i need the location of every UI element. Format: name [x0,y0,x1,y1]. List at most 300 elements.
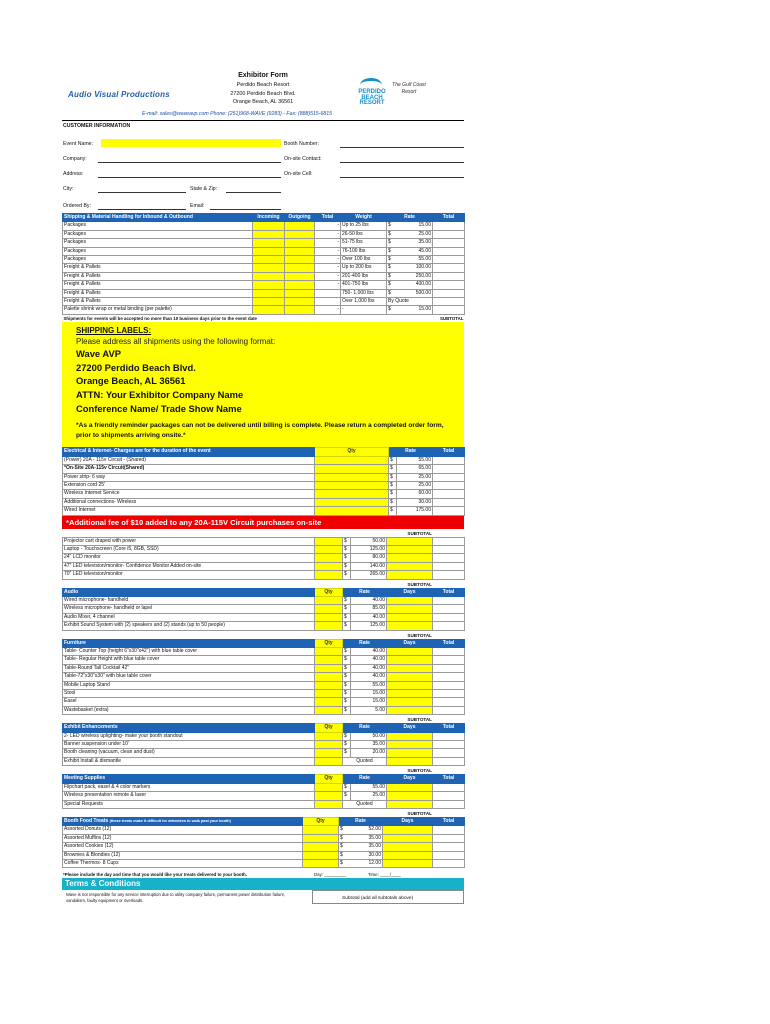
customer-information: CUSTOMER INFORMATION Event Name: Booth Number: Company: On-site Contact: Address: On-site Cell: City: State & Zip: Ordered By: Email: [62,121,464,213]
qty-input[interactable] [315,465,389,473]
treats-row [63,834,465,842]
line-total [433,545,465,553]
item-label: Table- Counter Top (height 6"x30"x42") with blue table cover [63,648,315,656]
shipping-row [63,239,465,247]
item-label: Laptop - Touchscreen (Core i5, 8GB, SSD) [63,545,315,553]
qty-input[interactable] [315,545,343,553]
rate: Quoted [343,757,387,765]
rate: $ 400.00 [388,281,431,288]
days-input[interactable] [387,605,433,613]
item-label: Wireless Internet Service [63,490,315,498]
line-total [433,673,465,681]
section-subtotal: SUBTOTAL [407,530,432,536]
incoming-qty-input[interactable] [253,230,285,238]
line-total [433,656,465,664]
qty-input[interactable] [315,473,389,481]
form-title: Exhibitor Form [238,72,288,79]
line-total [433,664,465,672]
line-total [433,741,465,749]
line-total [433,289,465,297]
incoming-qty-input[interactable] [253,264,285,272]
shipping-header-row: Shipping & Material Handling for Inbound & Outbound Incoming Outgoing Total Weight Rate Total [63,214,465,222]
rate: 65.00 [397,465,433,473]
company-field[interactable] [98,162,281,163]
rate: $ 35.00 [340,834,381,841]
enhancements-row [63,757,465,765]
days-input[interactable] [387,673,433,681]
rate: 40.00 [351,596,387,604]
shipping-labels-heading: SHIPPING LABELS: [76,326,152,336]
item-label: Assorted Muffins (12) [63,834,303,842]
qty-input[interactable] [315,681,343,689]
rate: 125.00 [351,545,387,553]
item-label: Easel [63,698,315,706]
line-total [433,732,465,740]
shipping-note-row: Shipments for events will be accepted no more than 10 business days prior to the event date SUBTOTAL [63,315,464,321]
line-total [433,859,465,867]
rate: 40.00 [351,613,387,621]
rate: $ 12.00 [340,859,381,866]
qty-input[interactable] [303,851,339,859]
item-label: 70" LED television/monitor [63,571,315,579]
item-label: *On-Site 20A-115v Circuit(Shared) [63,465,315,473]
electrical-row [63,481,465,489]
onsite-contact-field[interactable] [340,162,464,163]
treats-note: *Please include the day and time that you would like your treats delivered to your booth. Day: _________ Time: ____/____ [63,872,401,878]
qty-input[interactable] [315,596,343,604]
incoming-qty-input[interactable] [253,281,285,289]
days-input[interactable] [387,537,433,545]
item-label: Packages [63,256,253,264]
qty-input[interactable] [315,656,343,664]
currency: $ [343,656,351,664]
treats-row [63,826,465,834]
address-line: Conference Name/ Trade Show Name [76,402,242,414]
qty-input[interactable] [315,783,343,791]
item-label: Stool [63,690,315,698]
furniture-row [63,690,465,698]
line-total [433,698,465,706]
item-label: Wireless presentation remote & laser [63,792,315,800]
meeting-row [63,783,465,791]
enhancements-row [63,732,465,740]
rate: 55.00 [351,681,387,689]
qty-input[interactable] [303,826,339,834]
rate: 40.00 [351,656,387,664]
days-input[interactable] [387,800,433,808]
line-total [433,792,465,800]
item-label: Special Requests [63,800,315,808]
qty-input[interactable] [315,690,343,698]
item-label: Freight & Pallets [63,264,253,272]
electrical-row [63,456,465,464]
qty-input[interactable] [315,622,343,630]
rate: 40.00 [351,648,387,656]
rate: 80.00 [351,554,387,562]
rate: 55.00 [351,783,387,791]
rate: 85.00 [351,605,387,613]
item-label: Assorted Cookies (12) [63,843,303,851]
days-input[interactable] [387,749,433,757]
email-field[interactable] [210,209,281,210]
row-total: - [315,256,341,264]
currency: $ [343,732,351,740]
incoming-qty-input[interactable] [253,289,285,297]
shipping-table [62,213,465,322]
row-total: - [315,230,341,238]
onsite-fee-banner: *Additional fee of $10 added to any 20A-115V Circuit purchases on-site [62,516,464,529]
line-total [433,851,465,859]
outgoing-qty-input[interactable] [285,256,315,264]
days-input[interactable] [383,843,433,851]
currency: $ [343,648,351,656]
item-label: Audio Mixer, 4 channel [63,613,315,621]
qty-input[interactable] [303,859,339,867]
weight-range: Over 1,000 lbs [341,298,387,306]
line-total [433,498,465,506]
weight-range: 76-100 lbs [341,247,387,255]
qty-input[interactable] [315,664,343,672]
delivery-reminder: *As a friendly reminder packages can not be delivered until billing is complete. Please return a completed order form, prior to shipments arriving onsite.* [76,422,444,440]
line-total [433,826,465,834]
shipping-row [63,230,465,238]
weight-range: 401-750 lbs [341,281,387,289]
currency: $ [343,562,351,570]
incoming-qty-input[interactable] [253,222,285,230]
incoming-qty-input[interactable] [253,239,285,247]
video-row [63,537,465,545]
outgoing-qty-input[interactable] [285,272,315,280]
days-input[interactable] [387,698,433,706]
line-total [433,571,465,579]
days-input[interactable] [387,706,433,714]
item-label: Table-72"x30"x30" with blue table cover [63,673,315,681]
address-line: ATTN: Your Exhibitor Company Name [76,389,244,401]
item-label: Power strip- 6 way [63,473,315,481]
qty-input[interactable] [315,498,389,506]
electrical-row [63,490,465,498]
rate: 5.00 [351,706,387,714]
address-line: Orange Beach, AL 36561 [76,375,186,387]
line-total [433,456,465,464]
row-total: - [315,306,341,314]
days-input[interactable] [387,545,433,553]
days-input[interactable] [387,622,433,630]
days-input[interactable] [387,596,433,604]
line-total [433,272,465,280]
days-input[interactable] [387,664,433,672]
booth-number-field[interactable] [340,147,464,148]
item-label: Projector cart draped with power [63,537,315,545]
city-field[interactable] [98,192,186,193]
hotel-city: Orange Beach, AL 36561 [232,99,294,106]
line-total [433,562,465,570]
incoming-qty-input[interactable] [253,306,285,314]
item-label: Coffee Thermos- 8 Cups [63,859,303,867]
audio-row [63,596,465,604]
state-zip-field[interactable] [226,192,281,193]
days-input[interactable] [387,562,433,570]
qty-input[interactable] [303,843,339,851]
weight-range: 26-50 lbs [341,230,387,238]
line-total [433,465,465,473]
line-total [433,648,465,656]
currency: $ [389,465,397,473]
video-row [63,562,465,570]
enhancements-row [63,749,465,757]
furniture-row [63,681,465,689]
row-total: - [315,281,341,289]
days-input[interactable] [387,690,433,698]
electrical-header-row: Electrical & Internet- Charges are for the duration of the event Qty Rate Total [63,448,465,456]
rate: 25.00 [397,481,433,489]
line-total [433,507,465,515]
terms-heading: Terms & Conditions [62,878,464,890]
delivery-time-field[interactable]: Time: ____/____ [368,872,401,878]
incoming-qty-input[interactable] [253,256,285,264]
qty-input[interactable] [315,757,343,765]
outgoing-qty-input[interactable] [285,239,315,247]
meeting-row [63,792,465,800]
rate: $ 250.00 [388,272,431,279]
currency: $ [343,622,351,630]
item-label: Palette shrink wrap or metal binding (per palette) [63,306,253,314]
currency: $ [389,473,397,481]
rate: 60.00 [397,490,433,498]
item-label: Freight & Pallets [63,281,253,289]
line-total [433,605,465,613]
electrical-table [62,447,465,515]
currency: $ [343,706,351,714]
rate: $ 100.00 [388,264,431,271]
item-label: Banner suspension under 10' [63,741,315,749]
row-total: - [315,222,341,230]
item-label: Table-Round Tall Cocktail 42" [63,664,315,672]
days-input[interactable] [387,757,433,765]
item-label: Extension cord 25' [63,481,315,489]
rate: $ 35.00 [388,239,431,246]
days-input[interactable] [387,792,433,800]
rate: 25.00 [351,792,387,800]
days-input[interactable] [383,859,433,867]
days-input[interactable] [387,681,433,689]
rate: 175.00 [397,507,433,515]
item-label: Brownies & Blondies (12) [63,851,303,859]
days-input[interactable] [383,851,433,859]
meeting-header-row: Meeting Supplies Qty Rate Days Total [63,775,465,783]
incoming-qty-input[interactable] [253,272,285,280]
currency: $ [343,698,351,706]
rate: 35.00 [351,741,387,749]
rate: 125.00 [351,622,387,630]
qty-input[interactable] [315,562,343,570]
days-input[interactable] [387,613,433,621]
address-field[interactable] [98,177,281,178]
section-subtotal: SUBTOTAL [407,581,432,587]
outgoing-qty-input[interactable] [285,230,315,238]
currency: $ [343,605,351,613]
line-total [433,481,465,489]
item-label: Freight & Pallets [63,298,253,306]
outgoing-qty-input[interactable] [285,247,315,255]
days-input[interactable] [387,648,433,656]
qty-input[interactable] [315,706,343,714]
furniture-header-row: Furniture Qty Rate Days Total [63,639,465,647]
qty-input[interactable] [315,673,343,681]
audio-row [63,605,465,613]
form-header [62,70,464,120]
currency: $ [343,741,351,749]
hotel-street: 27200 Perdido Beach Blvd. [230,90,296,97]
outgoing-qty-input[interactable] [285,298,315,306]
shipping-row [63,247,465,255]
days-input[interactable] [387,741,433,749]
qty-input[interactable] [303,834,339,842]
line-total [433,613,465,621]
line-total [433,298,465,306]
hotel-name: Perdido Beach Resort [236,82,290,88]
line-total [433,537,465,545]
line-total [433,473,465,481]
treats-row [63,859,465,867]
qty-input[interactable] [315,481,389,489]
enhancements-row [63,741,465,749]
qty-input[interactable] [315,507,389,515]
rate: 40.00 [351,673,387,681]
outgoing-qty-input[interactable] [285,264,315,272]
qty-input[interactable] [315,792,343,800]
rate: 50.00 [351,732,387,740]
currency: $ [343,596,351,604]
line-total [433,596,465,604]
event-name-field[interactable] [101,139,281,147]
line-total [433,681,465,689]
item-label: Wastebasket (extra) [63,706,315,714]
audio-table [62,588,465,631]
terms-text: Wave is not responsible for any service interruption due to utility company failure, permanent power distribution failure, vandalism, faulty equipment or overloads. [66,892,286,904]
electrical-row [63,473,465,481]
item-label: Additional connections- Wireless [63,498,315,506]
item-label: Exhibit Install & dismantle [63,757,315,765]
row-total: - [315,264,341,272]
onsite-cell-field[interactable] [340,177,464,178]
treats-header-row: Booth Food Treats (these treats make it difficult for attendees to walk past your booth) Qty Rate Days Total [63,817,465,825]
treats-row [63,851,465,859]
qty-input[interactable] [315,698,343,706]
days-input[interactable] [387,732,433,740]
line-total [433,264,465,272]
item-label: Freight & Pallets [63,289,253,297]
days-input[interactable] [387,783,433,791]
grand-subtotal-label: Subtotal (add all subtotals above) [342,896,414,902]
currency: $ [343,749,351,757]
line-total [433,757,465,765]
wave-avp-logo: Audio Visual Productions [68,90,170,99]
incoming-qty-input[interactable] [253,247,285,255]
qty-input[interactable] [315,648,343,656]
days-input[interactable] [383,834,433,842]
days-input[interactable] [387,656,433,664]
outgoing-qty-input[interactable] [285,281,315,289]
currency: $ [389,498,397,506]
qty-input[interactable] [315,571,343,579]
item-label: Assorted Donuts (12) [63,826,303,834]
ordered-by-field[interactable] [98,209,186,210]
qty-input[interactable] [315,800,343,808]
weight-range: - [341,306,387,314]
item-label: Wired microphone- handheld [63,596,315,604]
line-total [433,834,465,842]
weight-range: 201-400 lbs [341,272,387,280]
row-total: - [315,247,341,255]
qty-input[interactable] [315,537,343,545]
item-label: Packages [63,230,253,238]
rate: 25.00 [397,473,433,481]
outgoing-qty-input[interactable] [285,289,315,297]
days-input[interactable] [387,571,433,579]
treats-row [63,843,465,851]
qty-input[interactable] [315,613,343,621]
rate: $ 25.00 [388,230,431,237]
outgoing-qty-input[interactable] [285,306,315,314]
rate: $ 30.00 [340,851,381,858]
qty-input[interactable] [315,749,343,757]
outgoing-qty-input[interactable] [285,222,315,230]
rate: 55.00 [397,456,433,464]
qty-input[interactable] [315,741,343,749]
rate: 30.00 [397,498,433,506]
qty-input[interactable] [315,605,343,613]
furniture-row [63,664,465,672]
row-total [315,298,341,306]
delivery-day-field[interactable]: Day: _________ [314,872,347,878]
qty-input[interactable] [315,554,343,562]
rate: $ 52.00 [340,826,381,833]
shipping-row [63,264,465,272]
rate: 265.00 [351,571,387,579]
section-subtotal: SUBTOTAL [407,632,432,638]
item-label: Table- Regular Height with blue table cover [63,656,315,664]
qty-input[interactable] [315,456,389,464]
line-total [433,800,465,808]
line-total [433,281,465,289]
line-total [433,622,465,630]
section-subtotal: SUBTOTAL [407,810,432,816]
rate: $ 45.00 [388,247,431,254]
qty-input[interactable] [315,732,343,740]
shipping-labels-instruction: Please address all shipments using the following format: [76,337,276,347]
electrical-row [63,507,465,515]
line-total [433,306,465,314]
electrical-row [63,498,465,506]
currency: $ [343,571,351,579]
item-label: 24" LCD monitor [63,554,315,562]
video-row [63,554,465,562]
item-label: Mobile Laptop Stand [63,681,315,689]
qty-input[interactable] [315,490,389,498]
line-total [433,256,465,264]
line-total [433,554,465,562]
line-total [433,690,465,698]
days-input[interactable] [383,826,433,834]
rate: 40.00 [351,664,387,672]
line-total [433,230,465,238]
days-input[interactable] [387,554,433,562]
currency: $ [343,792,351,800]
item-label: Packages [63,239,253,247]
currency: $ [343,681,351,689]
incoming-qty-input[interactable] [253,298,285,306]
